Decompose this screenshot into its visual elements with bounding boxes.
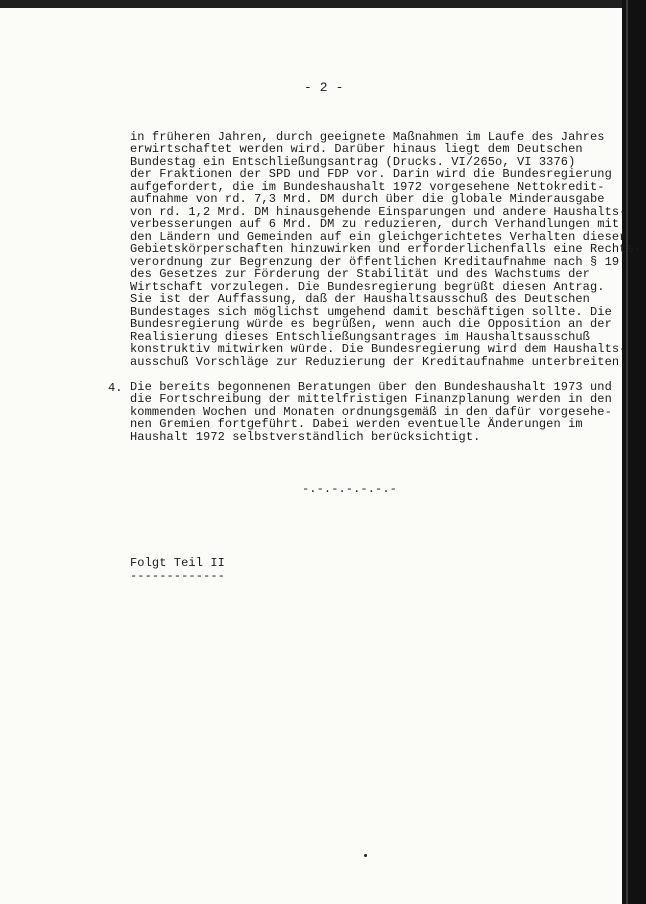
paragraph-line: Bundesregierung würde es begrüßen, wenn auch die Opposition an der — [130, 317, 612, 331]
list-item-line: kommenden Wochen und Monaten ordnungsgemäß in den dafür vorgesehe- — [130, 405, 612, 419]
paragraph-line: verordnung zur Begrenzung der öffentlichen Kreditaufnahme nach § 19 — [130, 255, 620, 269]
page-number: - 2 - — [304, 80, 344, 95]
paragraph-line: aufgefordert, die im Bundeshaushalt 1972 vorgesehene Nettokredit- — [130, 180, 605, 194]
scan-edge-top — [0, 0, 646, 8]
paragraph-line: verbesserungen auf 6 Mrd. DM zu reduzieren, durch Verhandlungen mit — [130, 217, 620, 231]
next-part-note: Folgt Teil II — [130, 556, 225, 570]
list-item-line: die Fortschreibung der mittelfristigen Finanzplanung werden in den — [130, 392, 612, 406]
paragraph-line: der Fraktionen der SPD und FDP vor. Darin wird die Bundesregierung — [130, 167, 612, 181]
paragraph-line: des Gesetzes zur Förderung der Stabilität und des Wachstums der — [130, 267, 590, 281]
paragraph-line: Bundestag ein Entschließungsantrag (Drucks. VI/265o, VI 3376) — [130, 155, 576, 169]
paragraph-line: ausschuß Vorschläge zur Reduzierung der Kreditaufnahme unterbreiten. — [130, 355, 627, 369]
paragraph-line: den Ländern und Gemeinden auf ein gleichgerichtetes Verhalten dieser — [130, 230, 627, 244]
scan-speck — [364, 854, 367, 857]
paragraph-line: Realisierung dieses Entschließungsantrages im Haushaltsausschuß — [130, 330, 590, 344]
next-part-underline: ------------- — [130, 569, 225, 583]
paragraph-line: in früheren Jahren, durch geeignete Maßnahmen im Laufe des Jahres — [130, 130, 605, 144]
paragraph-line: Sie ist der Auffassung, daß der Haushaltsausschuß des Deutschen — [130, 292, 590, 306]
list-item-number: 4. — [108, 381, 123, 395]
list-item-line: Haushalt 1972 selbstverständlich berücksichtigt. — [130, 430, 481, 444]
paragraph-line: Gebietskörperschaften hinzuwirken und erforderlichenfalls eine Rechts- — [130, 242, 642, 256]
paragraph-line: Bundestages sich möglichst umgehend damit beschäftigen sollte. Die — [130, 305, 612, 319]
paragraph-line: Wirtschaft vorzulegen. Die Bundesregierung begrüßt diesen Antrag. — [130, 280, 605, 294]
paragraph-line: konstruktiv mitwirken würde. Die Bundesregierung wird dem Haushalts- — [130, 342, 627, 356]
paragraph-line: von rd. 1,2 Mrd. DM hinausgehende Einsparungen und andere Haushalts- — [130, 205, 627, 219]
section-separator: -.-.-.-.-.-.- — [302, 482, 397, 496]
list-item-line: nen Gremien fortgeführt. Dabei werden eventuelle Änderungen im — [130, 417, 583, 431]
paragraph-line: erwirtschaftet werden wird. Darüber hinaus liegt dem Deutschen — [130, 142, 583, 156]
paragraph-line: aufnahme von rd. 7,3 Mrd. DM durch über die globale Minderausgabe — [130, 192, 605, 206]
scan-artifact-line — [626, 0, 628, 904]
list-item-line: Die bereits begonnenen Beratungen über den Bundeshaushalt 1973 und — [130, 380, 612, 394]
